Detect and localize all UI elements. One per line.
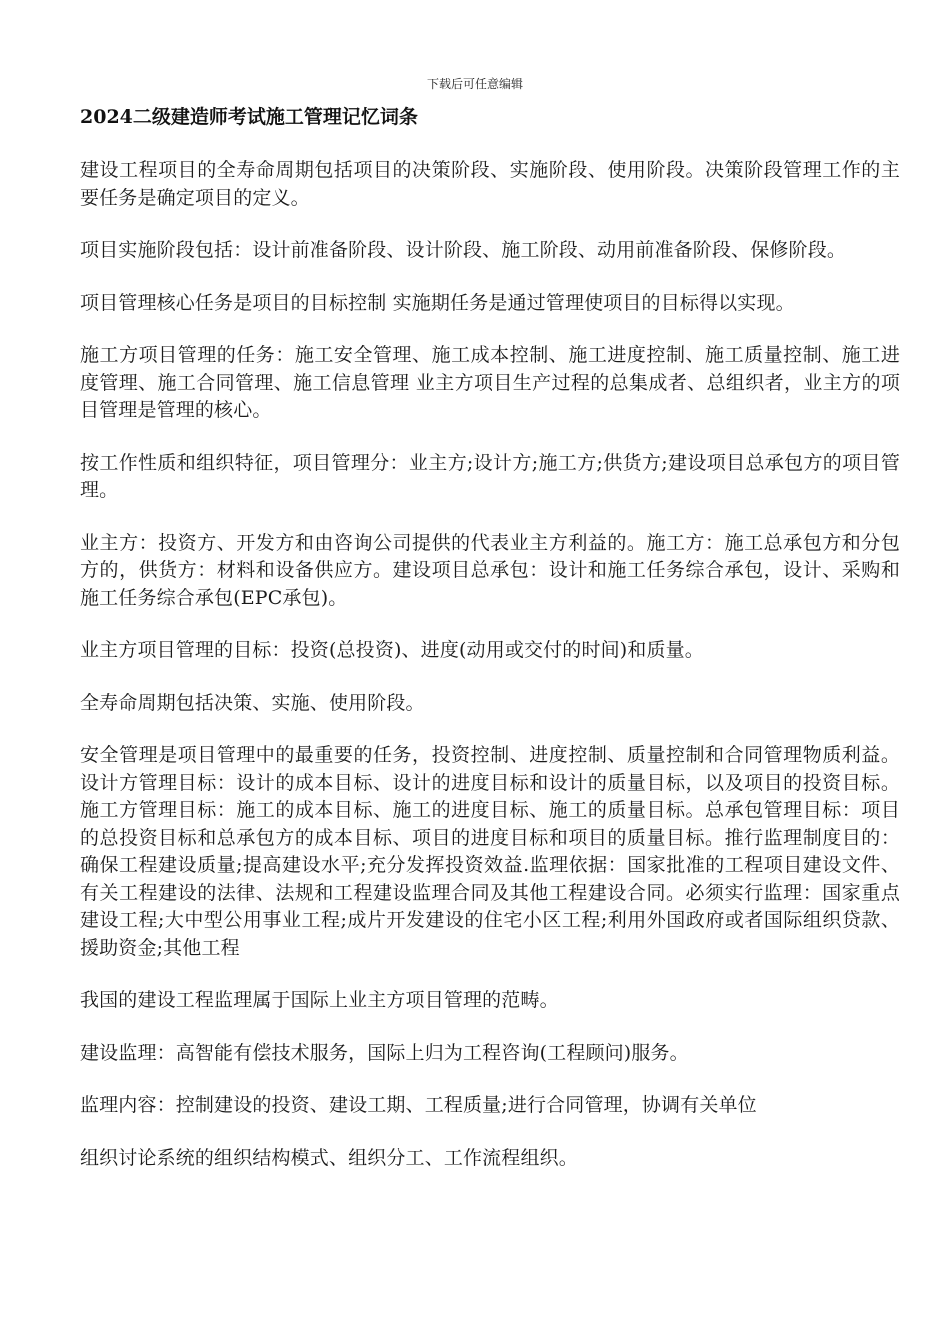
paragraph-contractor-tasks: 施工方项目管理的任务：施工安全管理、施工成本控制、施工进度控制、施工质量控制、施工进度管理、施工合同管理、施工信息管理 业主方项目生产过程的总集成者、总组织者，业主方的项目管理是管理的核心。 (80, 344, 900, 421)
document-body (80, 157, 900, 1197)
document-title: 2024二级建造师考试施工管理记忆词条 (80, 106, 418, 128)
paragraph-supervision-content: 监理内容：控制建设的投资、建设工期、工程质量;进行合同管理，协调有关单位 (80, 1094, 757, 1116)
paragraph-full-lifecycle: 全寿命周期包括决策、实施、使用阶段。 (80, 691, 425, 714)
paragraph-implementation-stages: 项目实施阶段包括：设计前准备阶段、设计阶段、施工阶段、动用前准备阶段、保修阶段。 (80, 239, 847, 261)
paragraph-core-task: 项目管理核心任务是项目的目标控制 实施期任务是通过管理使项目的目标得以实现。 (80, 291, 795, 314)
paragraph-lifecycle: 建设工程项目的全寿命周期包括项目的决策阶段、实施阶段、使用阶段。决策阶段管理工作的主要任务是确定项目的定义。 (80, 159, 900, 209)
header-note: 下载后可任意编辑 (426, 77, 523, 91)
paragraph-supervision-scope: 我国的建设工程监理属于国际上业主方项目管理的范畴。 (80, 989, 559, 1011)
paragraph-organization: 组织讨论系统的组织结构模式、组织分工、工作流程组织。 (80, 1146, 578, 1169)
paragraph-supervision-service: 建设监理：高智能有偿技术服务，国际上归为工程咨询(工程顾问)服务。 (80, 1041, 689, 1064)
paragraph-owner-goals: 业主方项目管理的目标：投资(总投资)、进度(动用或交付的时间)和质量。 (80, 639, 704, 661)
paragraph-safety-management: 安全管理是项目管理中的最重要的任务，投资控制、进度控制、质量控制和合同管理物质利益。设计方管理目标：设计的成本目标、设计的进度目标和设计的质量目标，以及项目的投资目标。施工方管理目标：施工的成本目标、施工的进度目标、施工的质量目标。总承包管理目标：项目的总投资目标和总承包方的成本目标、项目的进度目标和项目的质量目标。推行监理制度目的：确保工程建设质量;提高建设水平;充分发挥投资效益.监理依据：国家批准的工程项目建设文件、有关工程建设的法律、法规和工程建设监理合同及其他工程建设合同。必须实行监理：国家重点建设工程;大中型公用事业工程;成片开发建设的住宅小区工程;利用外国政府或者国际组织贷款、援助资金;其他工程 (80, 744, 900, 959)
paragraph-management-types: 按工作性质和组织特征，项目管理分：业主方;设计方;施工方;供货方;建设项目总承包方的项目管理。 (80, 451, 900, 501)
paragraph-parties: 业主方：投资方、开发方和由咨询公司提供的代表业主方利益的。施工方：施工总承包方和分包方的，供货方：材料和设备供应方。建设项目总承包：设计和施工任务综合承包，设计、采购和施工任务综合承包(EPC承包)。 (80, 531, 900, 609)
